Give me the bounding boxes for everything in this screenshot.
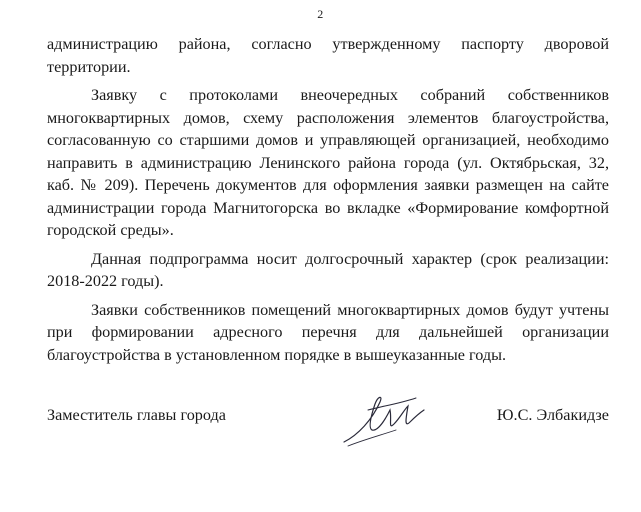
position-title: Заместитель главы города [47,406,226,424]
paragraph-address-list: Заявки собственников помещений многоквартирных домов будут учтены при формировании адресного перечня для дальнейшей организации благоустройства в установленном порядке в вышеуказанные годы. [47,300,609,364]
paragraph-program-duration: Данная подпрограмма носит долгосрочный характер (срок реализации: 2018-2022 годы). [47,249,609,290]
paragraph-application-submission: Заявку с протоколами внеочередных собраний собственников многоквартирных домов, схему расположения элементов благоустройства, согласованную со старшими домов и управляющей организацией, необходимо направить в администрацию Ленинского района города (ул. Октябрьская, 32, каб. № 209). Перечень документов для оформления заявки размещен на сайте администрации города Магнитогорска во вкладке «Формирование комфортной городской среды». [47,86,609,239]
letter-body [47,33,609,372]
paragraph-continuation: администрацию района, согласно утвержденному паспорту дворовой территории. [47,35,609,76]
page-number: 2 [317,7,324,21]
signer-name: Ю.С. Элбакидзе [496,406,609,424]
handwritten-signature-icon [338,380,438,450]
